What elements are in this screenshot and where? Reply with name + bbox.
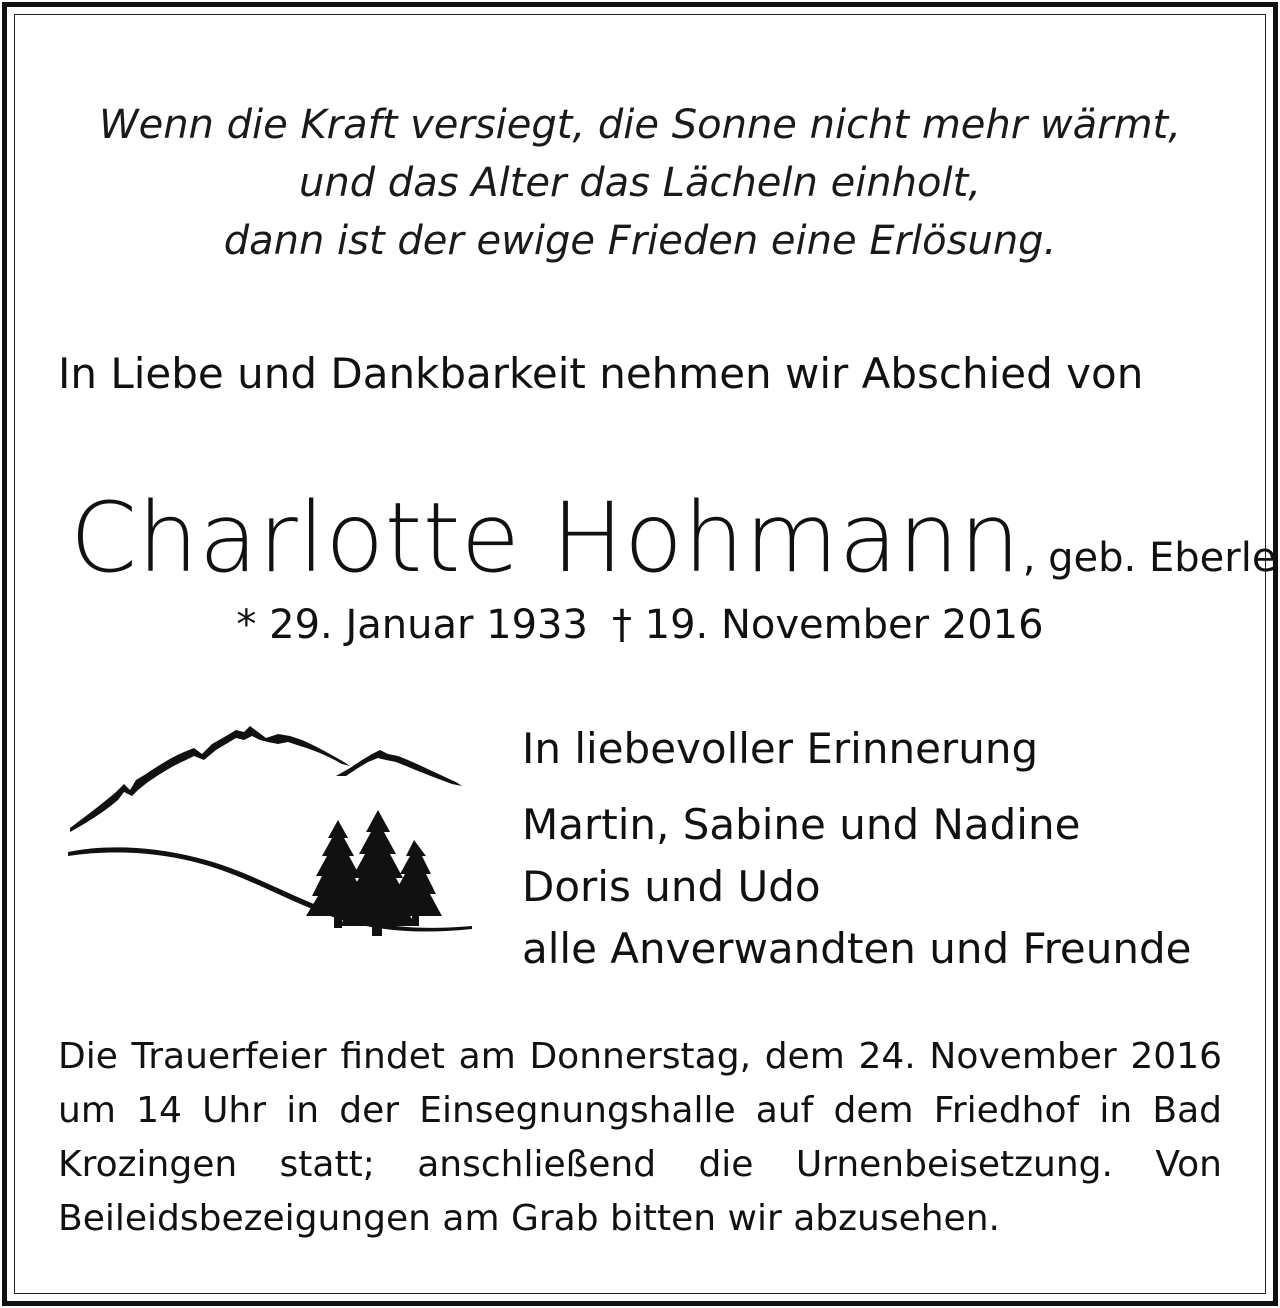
deceased-name-line [70,482,1277,594]
mountain-ridge-right [336,750,462,786]
mountain-landscape-icon [66,720,476,945]
death-date: † 19. November 2016 [611,602,1044,648]
mourner-line: Doris und Udo [522,862,821,911]
birth-date: * 29. Januar 1933 [236,602,588,648]
mourners-heading: In liebevoller Erinnerung [522,724,1039,773]
funeral-notice: Die Trauerfeier findet am Donnerstag, dem 24. November 2016 um 14 Uhr in der Einsegnungshalle auf dem Friedhof in Bad Krozingen statt; anschließend die Urnenbeisetzung. Von Beileidsbezeigungen am Grab bitten wir abzusehen. [58,1036,1222,1239]
poem [0,96,1280,270]
mourner-line: alle Anverwandten und Freunde [522,924,1192,973]
mountain-ridge-left [70,726,350,832]
poem-line: dann ist der ewige Frieden eine Erlösung. [223,218,1057,264]
intro-text: In Liebe und Dankbarkeit nehmen wir Abschied von [58,349,1144,398]
mourner-line: Martin, Sabine und Nadine [522,800,1081,849]
poem-line: Wenn die Kraft versiegt, die Sonne nicht mehr wärmt, [99,102,1181,148]
mourners-block [522,718,1192,980]
poem-line: und das Alter das Lächeln einholt, [299,160,981,206]
maiden-name: , geb. Eberle [1022,535,1277,581]
life-dates [0,598,1280,652]
deceased-name: Charlotte Hohmann [70,482,1021,594]
